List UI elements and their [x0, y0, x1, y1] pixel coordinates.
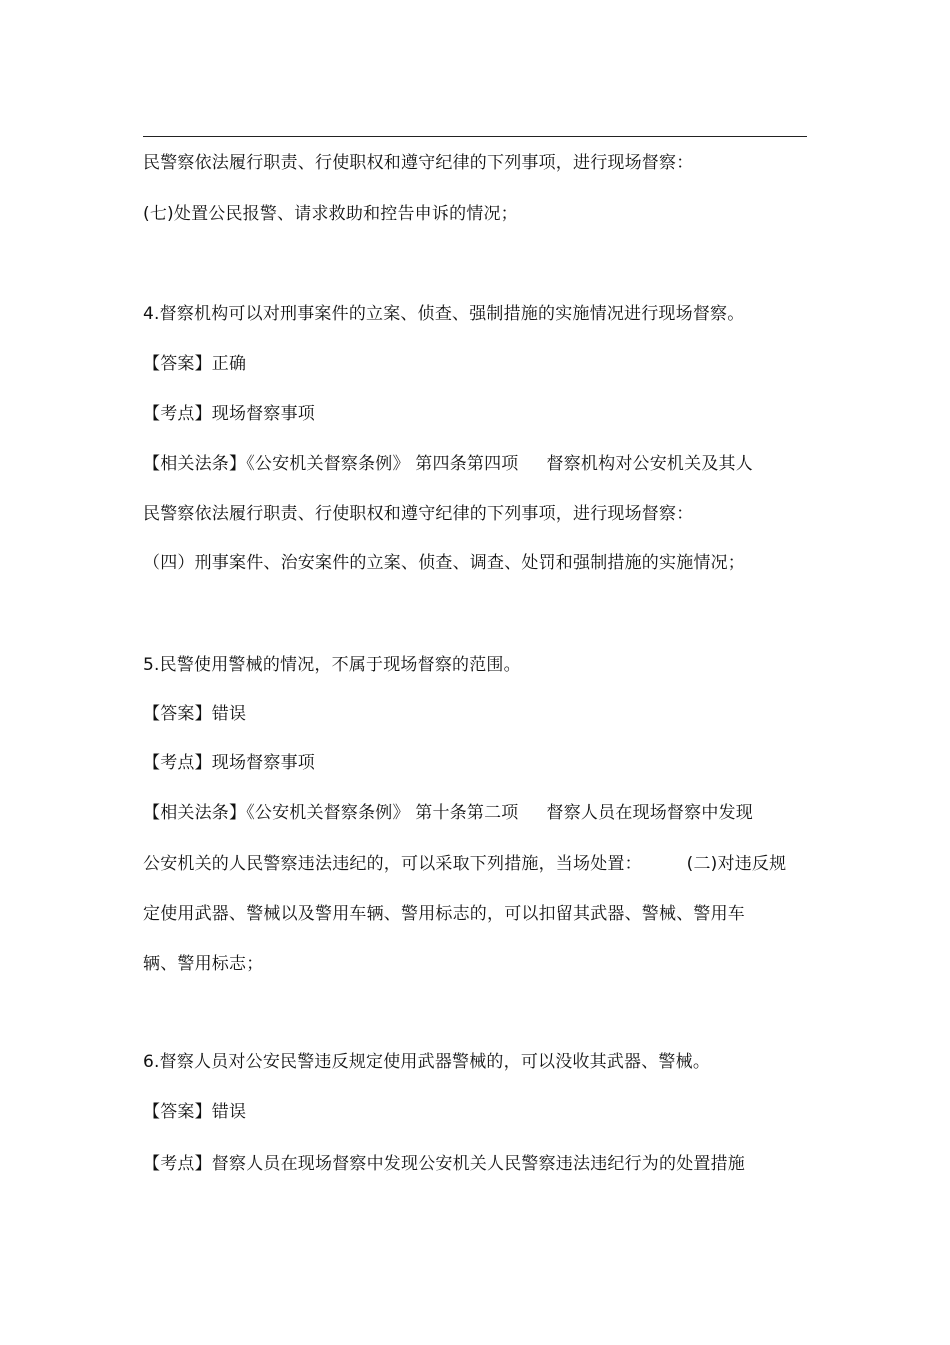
text-line: 民警察依法履行职责、行使职权和遵守纪律的下列事项，进行现场督察：: [143, 153, 694, 173]
text-line: 定使用武器、警械以及警用车辆、警用标志的，可以扣留其武器、警械、警用车: [143, 904, 745, 924]
text-line: 辆、警用标志；: [143, 954, 264, 974]
topic-label: 【考点】督察人员在现场督察中发现公安机关人民警察违法违纪行为的处置措施: [143, 1154, 745, 1174]
related-law: 【相关法条】《公安机关督察条例》 第十条第二项 督察人员在现场督察中发现: [143, 803, 753, 823]
answer-label: 【答案】正确: [143, 354, 247, 374]
answer-label: 【答案】错误: [143, 704, 247, 724]
topic-label: 【考点】现场督察事项: [143, 753, 315, 773]
question-5: 5.民警使用警械的情况，不属于现场督察的范围。: [143, 655, 521, 675]
text-line: （四）刑事案件、治安案件的立案、侦查、调查、处罚和强制措施的实施情况；: [143, 553, 745, 573]
question-6: 6.督察人员对公安民警违反规定使用武器警械的，可以没收其武器、警械。: [143, 1052, 711, 1072]
text-line: 民警察依法履行职责、行使职权和遵守纪律的下列事项，进行现场督察：: [143, 504, 694, 524]
header-rule: [143, 136, 807, 137]
text-line: 公安机关的人民警察违法违纪的，可以采取下列措施，当场处置： (二)对违反规: [143, 854, 787, 874]
question-4: 4.督察机构可以对刑事案件的立案、侦查、强制措施的实施情况进行现场督察。: [143, 304, 745, 324]
related-law: 【相关法条】《公安机关督察条例》 第四条第四项 督察机构对公安机关及其人: [143, 454, 753, 474]
text-line: (七)处置公民报警、请求救助和控告申诉的情况；: [143, 204, 518, 224]
topic-label: 【考点】现场督察事项: [143, 404, 315, 424]
answer-label: 【答案】错误: [143, 1102, 247, 1122]
